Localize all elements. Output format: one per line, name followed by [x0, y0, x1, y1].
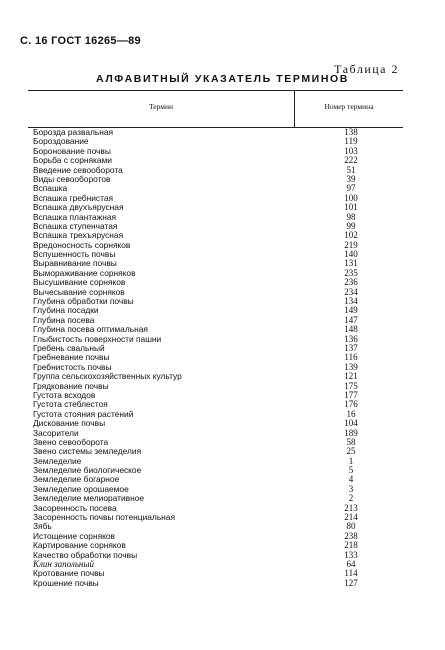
term-cell: Засорители: [33, 427, 79, 438]
term-number-cell: 121: [344, 371, 358, 382]
term-cell: Боронование почвы: [33, 145, 111, 156]
term-cell: Гребневание почвы: [33, 352, 110, 363]
term-cell: Вспашка трехъярусная: [33, 230, 124, 241]
term-cell: Виды севооборотов: [33, 173, 111, 184]
term-cell: Грядкование почвы: [33, 380, 109, 391]
term-number-cell: 218: [344, 540, 358, 551]
term-cell: Группа сельскохозяйственных культур: [33, 371, 182, 382]
term-cell: Вымораживание сорняков: [33, 267, 136, 278]
term-cell: Земледелие орошаемое: [33, 483, 129, 494]
term-number-cell: 133: [344, 549, 358, 560]
term-number-cell: 98: [346, 211, 356, 222]
term-number-cell: 131: [344, 258, 358, 269]
term-cell: Глубина посева: [33, 314, 95, 325]
term-number-cell: 5: [348, 465, 354, 476]
term-cell: Звено севооборота: [33, 436, 109, 447]
term-number-cell: 134: [344, 296, 358, 307]
term-cell: Дискование почвы: [33, 418, 106, 429]
term-cell: Вспашка: [33, 183, 68, 194]
term-cell: Засоренность почвы потенциальная: [33, 512, 175, 523]
term-cell: Вспашка двухъярусная: [33, 202, 124, 213]
term-cell: Звено системы земледелия: [33, 446, 142, 457]
term-cell: Кротование почвы: [33, 568, 105, 579]
term-cell: Вспушенность почвы: [33, 249, 116, 260]
term-number-cell: 140: [344, 249, 358, 260]
term-number-cell: 236: [344, 277, 358, 288]
term-number-cell: 99: [346, 220, 356, 231]
term-number-cell: 238: [344, 530, 358, 541]
term-cell: Высушивание сорняков: [33, 277, 126, 288]
table-row: [33, 513, 373, 522]
term-number-cell: 16: [346, 408, 356, 419]
table-row: [33, 579, 373, 588]
term-number-cell: 116: [344, 352, 358, 363]
term-number-cell: 3: [348, 483, 354, 494]
term-number-cell: 148: [344, 324, 358, 335]
term-cell: Вычесывание сорняков: [33, 286, 125, 297]
index-title: АЛФАВИТНЫЙ УКАЗАТЕЛЬ ТЕРМИНОВ: [96, 73, 349, 85]
term-number-cell: 51: [346, 164, 356, 175]
term-cell: Глубина посадки: [33, 305, 99, 316]
term-cell: Вспашка гребнистая: [33, 192, 114, 203]
term-number-cell: 2: [348, 493, 354, 504]
term-cell: Борьба с сорняками: [33, 155, 112, 166]
term-cell: Зябь: [33, 521, 52, 532]
term-cell: Земледелие биологическое: [33, 465, 142, 476]
term-number-cell: 138: [344, 127, 358, 137]
term-number-cell: 119: [344, 136, 358, 147]
term-number-cell: 147: [344, 314, 358, 325]
term-cell: Вспашка ступенчатая: [33, 220, 118, 231]
term-cell: Вредоносность сорняков: [33, 239, 131, 250]
term-cell: Клин запольный: [33, 558, 94, 569]
table-row: [33, 419, 373, 428]
term-cell: Густота всходов: [33, 389, 96, 400]
term-cell: Введение севооборота: [33, 164, 123, 175]
term-number-cell: 177: [344, 389, 358, 400]
term-number-cell: 58: [346, 436, 356, 447]
term-cell: Гребень свальный: [33, 342, 105, 353]
term-number-cell: 235: [344, 267, 358, 278]
term-number-cell: 114: [344, 568, 358, 579]
column-header-number: Номер термина: [324, 102, 374, 111]
term-number-cell: 4: [348, 474, 354, 485]
term-number-cell: 39: [346, 173, 356, 184]
term-cell: Выравнивание почвы: [33, 258, 117, 269]
table-label: Таблица 2: [334, 62, 399, 76]
term-cell: Засоренность посева: [33, 502, 117, 513]
term-cell: Гребнистость почвы: [33, 361, 112, 372]
term-cell: Глубина посева оптимальная: [33, 324, 148, 335]
table-row: [33, 175, 373, 184]
table-row: [33, 447, 373, 456]
term-cell: Крошение почвы: [33, 577, 99, 588]
term-number-cell: 175: [344, 380, 358, 391]
term-number-cell: 214: [344, 512, 358, 523]
term-number-cell: 137: [344, 342, 358, 353]
term-number-cell: 1: [348, 455, 354, 466]
column-header-term: Термин: [148, 102, 174, 111]
term-number-cell: 127: [344, 577, 358, 588]
term-number-cell: 101: [344, 202, 358, 213]
term-number-cell: 80: [346, 521, 356, 532]
term-cell: Картирование сорняков: [33, 540, 126, 551]
term-cell: Качество обработки почвы: [33, 549, 138, 560]
term-number-cell: 149: [344, 305, 358, 316]
term-cell: Густота стеблестоя: [33, 399, 108, 410]
table-header: [28, 90, 403, 128]
term-cell: Густота стояния растений: [33, 408, 134, 419]
term-cell: Глыбистость поверхности пашни: [33, 333, 162, 344]
term-number-cell: 64: [346, 558, 356, 569]
term-number-cell: 176: [344, 399, 358, 410]
term-cell: Земледелие: [33, 455, 82, 466]
term-cell: Глубина обработки почвы: [33, 296, 134, 307]
term-cell: Земледелие мелиоративное: [33, 493, 145, 504]
page-header: С. 16 ГОСТ 16265—89: [20, 35, 141, 47]
term-number-cell: 100: [344, 192, 358, 203]
term-number-cell: 234: [344, 286, 358, 297]
term-number-cell: 189: [344, 427, 358, 438]
term-number-cell: 103: [344, 145, 358, 156]
terms-list: [33, 128, 373, 588]
term-cell: Бороздование: [33, 136, 89, 147]
term-cell: Вспашка плантажная: [33, 211, 117, 222]
term-number-cell: 102: [344, 230, 358, 241]
term-number-cell: 25: [346, 446, 356, 457]
term-number-cell: 97: [346, 183, 356, 194]
term-number-cell: 104: [344, 418, 358, 429]
term-cell: Земледелие богарное: [33, 474, 120, 485]
term-number-cell: 136: [344, 333, 358, 344]
term-number-cell: 213: [344, 502, 358, 513]
term-cell: Истощение сорняков: [33, 530, 115, 541]
term-cell: Борозда развальная: [33, 127, 114, 137]
term-number-cell: 139: [344, 361, 358, 372]
term-number-cell: 219: [344, 239, 358, 250]
term-number-cell: 222: [344, 155, 358, 166]
